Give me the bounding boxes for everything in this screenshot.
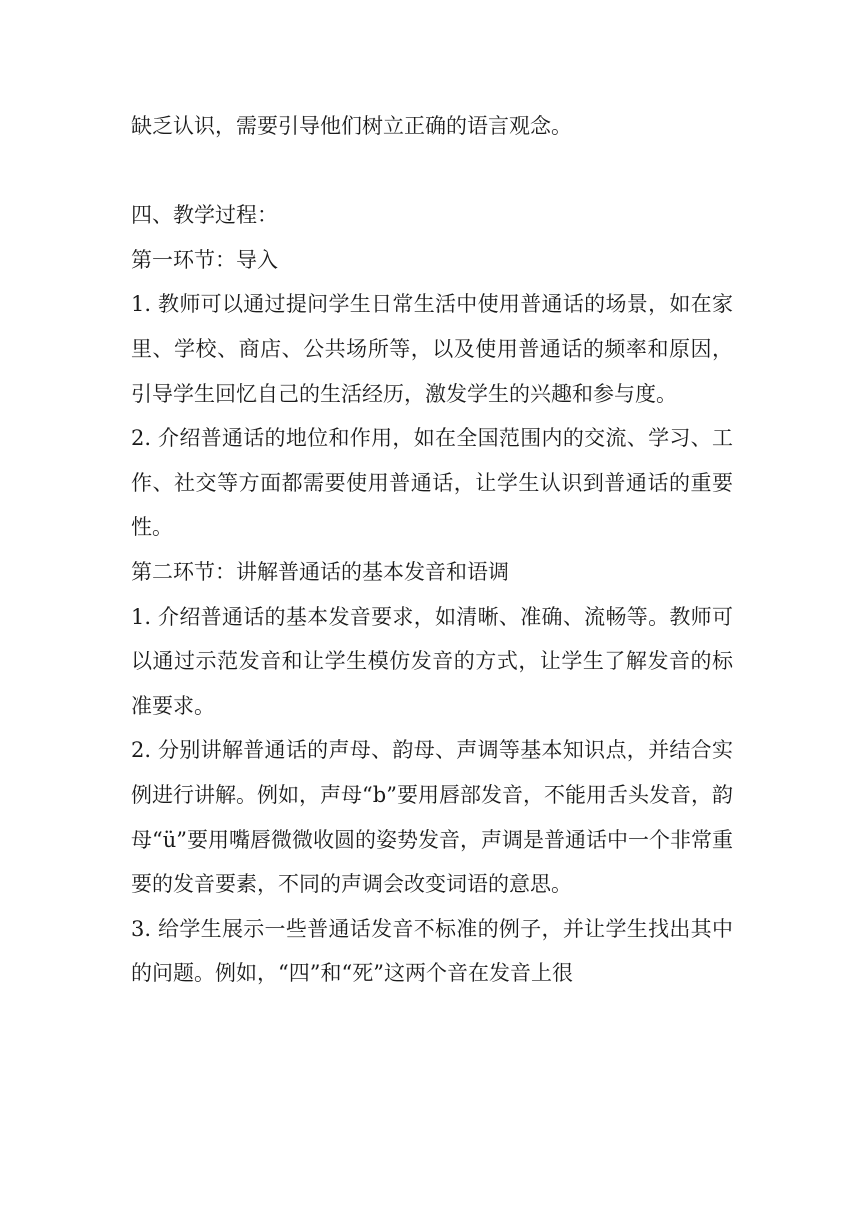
blank-line [131,149,733,194]
paragraph-step2-item1: 1. 介绍普通话的基本发音要求，如清晰、准确、流畅等。教师可以通过示范发音和让学生模仿发音的方式，让学生了解发音的标准要求。 [131,604,733,718]
paragraph-intro-continuation: 缺乏认识，需要引导他们树立正确的语言观念。 [131,114,572,138]
paragraph-step1-item1: 1. 教师可以通过提问学生日常生活中使用普通话的场景，如在家里、学校、商店、公共场所等，以及使用普通话的频率和原因，引导学生回忆自己的生活经历，激发学生的兴趣和参与度。 [131,292,733,406]
paragraph-step1-item2: 2. 介绍普通话的地位和作用，如在全国范围内的交流、学习、工作、社交等方面都需要使用普通话，让学生认识到普通话的重要性。 [131,426,733,540]
paragraph-step2-item2: 2. 分别讲解普通话的声母、韵母、声调等基本知识点，并结合实例进行讲解。例如，声母“b”要用唇部发音，不能用舌头发音，韵母“ü”要用嘴唇微微收圆的姿势发音，声调是普通话中一个非常重要的发音要素，不同的声调会改变词语的意思。 [131,738,733,897]
section-heading-teaching-process: 四、教学过程： [131,203,278,228]
step-heading-1: 第一环节：导入 [131,247,278,272]
step-heading-2: 第二环节：讲解普通话的基本发音和语调 [131,559,509,584]
paragraph-step2-item3: 3. 给学生展示一些普通话发音不标准的例子，并让学生找出其中的问题。例如，“四”和“死”这两个音在发音上很 [131,916,733,986]
document-body [131,104,733,996]
